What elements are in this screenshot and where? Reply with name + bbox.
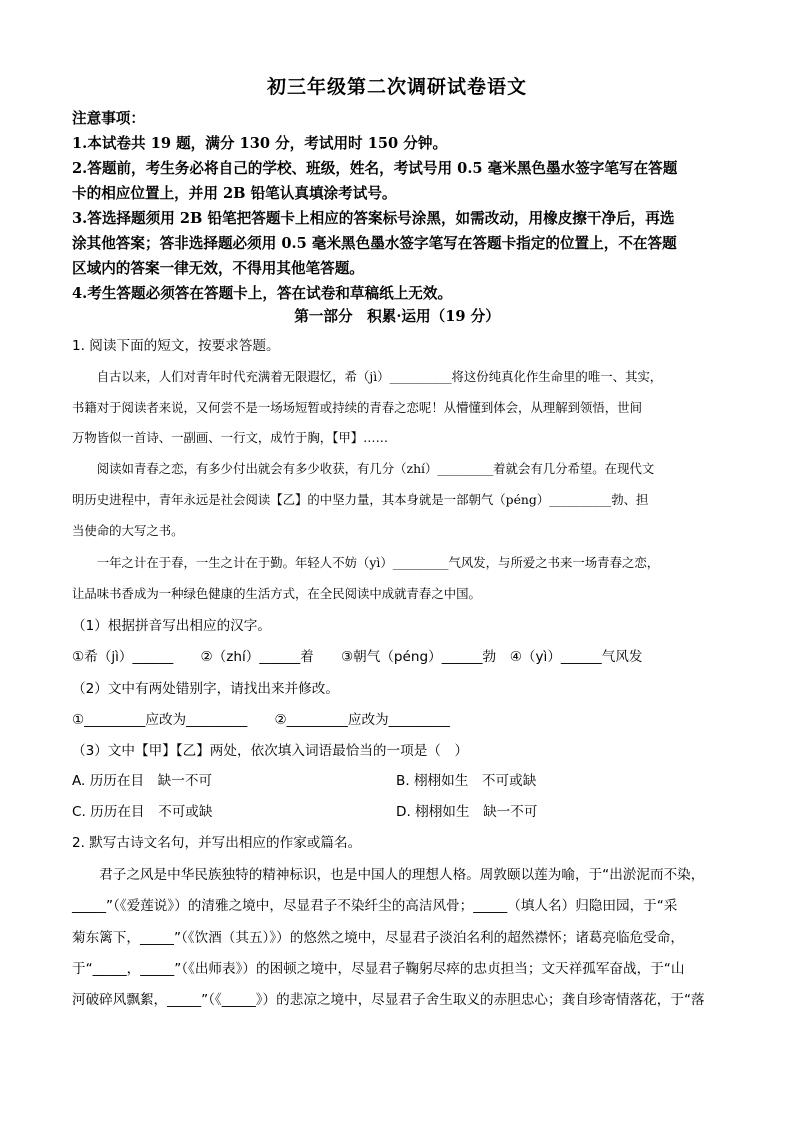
sub-question-2: （2）文中有两处错别字，请找出来并修改。 [72, 681, 339, 697]
passage-line: 万物皆似一首诗、一副画、一行文，成竹于胸，【甲】…… [72, 430, 388, 445]
sub-question-3: （3）文中【甲】【乙】两处，依次填入词语最恰当的一项是（ ） [72, 743, 469, 759]
question-1-prompt: 1. 阅读下面的短文，按要求答题。 [72, 338, 280, 354]
notice-line: 2.答题前，考生务必将自己的学校、班级，姓名，考试号用 0.5 毫米黑色墨水签字笔写在答题 [72, 160, 678, 177]
option-a: A. 历历在目 缺一不可 [72, 773, 213, 789]
sub-question-1: （1）根据拼音写出相应的汉字。 [72, 618, 271, 634]
q2-line: _____”（《爱莲说》）的清雅之境中，尽显君子不染纤尘的高洁风骨；_____（填人名）归隐田园，于“采 [72, 898, 678, 914]
option-d: D. 栩栩如生 缺一不可 [396, 804, 538, 820]
passage-line: 阅读如青春之恋，有多少付出就会有多少收获，有几分（zhí）_________着就会有几分希望。在现代文 [72, 461, 655, 476]
notice-line: 涂其他答案；答非选择题必须用 0.5 毫米黑色墨水签字笔写在答题卡指定的位置上，不在答题 [72, 235, 677, 252]
passage-line: 让品味书香成为一种绿色健康的生活方式，在全民阅读中成就青春之中国。 [72, 586, 481, 601]
q2-line: 君子之风是中华民族独特的精神标识，也是中国人的理想人格。周敦颐以莲为喻，于“出淤泥而不染， [72, 867, 705, 883]
passage-line: 一年之计在于春，一生之计在于勤。年轻人不妨（yì）_________气风发，与所爱之书来一场青春之恋， [72, 555, 660, 570]
sub-question-1-blanks: ①希（jì）______ ②（zhí）______着 ③朝气（péng）______勃 ④（yì）______气风发 [72, 649, 643, 665]
option-c: C. 历历在目 不可或缺 [72, 804, 213, 820]
q2-line: 于“_____，_____”（《出师表》）的困顿之境中，尽显君子鞠躬尽瘁的忠贞担当；文天祥孤军奋战，于“山 [72, 961, 685, 977]
passage-line: 自古以来，人们对青年时代充满着无限遐忆，希（jì）__________将这份纯真化作生命里的唯一、其实， [72, 369, 663, 384]
notice-line: 区域内的答案一律无效，不得用其他笔答题。 [72, 260, 364, 277]
notice-line: 3.答选择题须用 2B 铅笔把答题卡上相应的答案标号涂黑，如需改动，用橡皮擦干净后，再选 [72, 210, 675, 227]
section-title: 第一部分 积累·运用（19 分） [294, 308, 500, 325]
question-2-prompt: 2. 默写古诗文名句，并写出相应的作家或篇名。 [72, 835, 362, 851]
passage-line: 明历史进程中，青年永远是社会阅读【乙】的中坚力量，其本身就是一部朝气（péng）__________勃、担 [72, 492, 649, 507]
passage-line: 书籍对于阅读者来说，又何尝不是一场场短暂或持续的青春之恋呢！从懵懂到体会，从理解到领悟，世间 [72, 400, 642, 415]
exam-title: 初三年级第二次调研试卷语文 [266, 76, 527, 98]
notice-line: 1.本试卷共 19 题，满分 130 分，考试用时 150 分钟。 [72, 135, 448, 152]
q2-line: 菊东篱下，_____”（《饮酒（其五）》）的悠然之境中，尽显君子淡泊名利的超然襟怀；诸葛亮临危受命， [72, 930, 684, 946]
notice-line: 4.考生答题必须答在答题卡上，答在试卷和草稿纸上无效。 [72, 285, 453, 302]
option-b: B. 栩栩如生 不可或缺 [396, 773, 537, 789]
notice-heading: 注意事项： [72, 110, 145, 127]
q2-line: 河破碎风飘絮，_____”（《_____》）的悲凉之境中，尽显君子舍生取义的赤胆忠心；龚自珍寄情落花，于“落 [72, 992, 705, 1008]
notice-line: 卡的相应位置上，并用 2B 铅笔认真填涂考试号。 [72, 185, 397, 202]
passage-line: 当使命的大写之书。 [72, 523, 184, 538]
sub-question-2-blanks: ①_________应改为_________ ②_________应改为_________ [72, 712, 450, 728]
